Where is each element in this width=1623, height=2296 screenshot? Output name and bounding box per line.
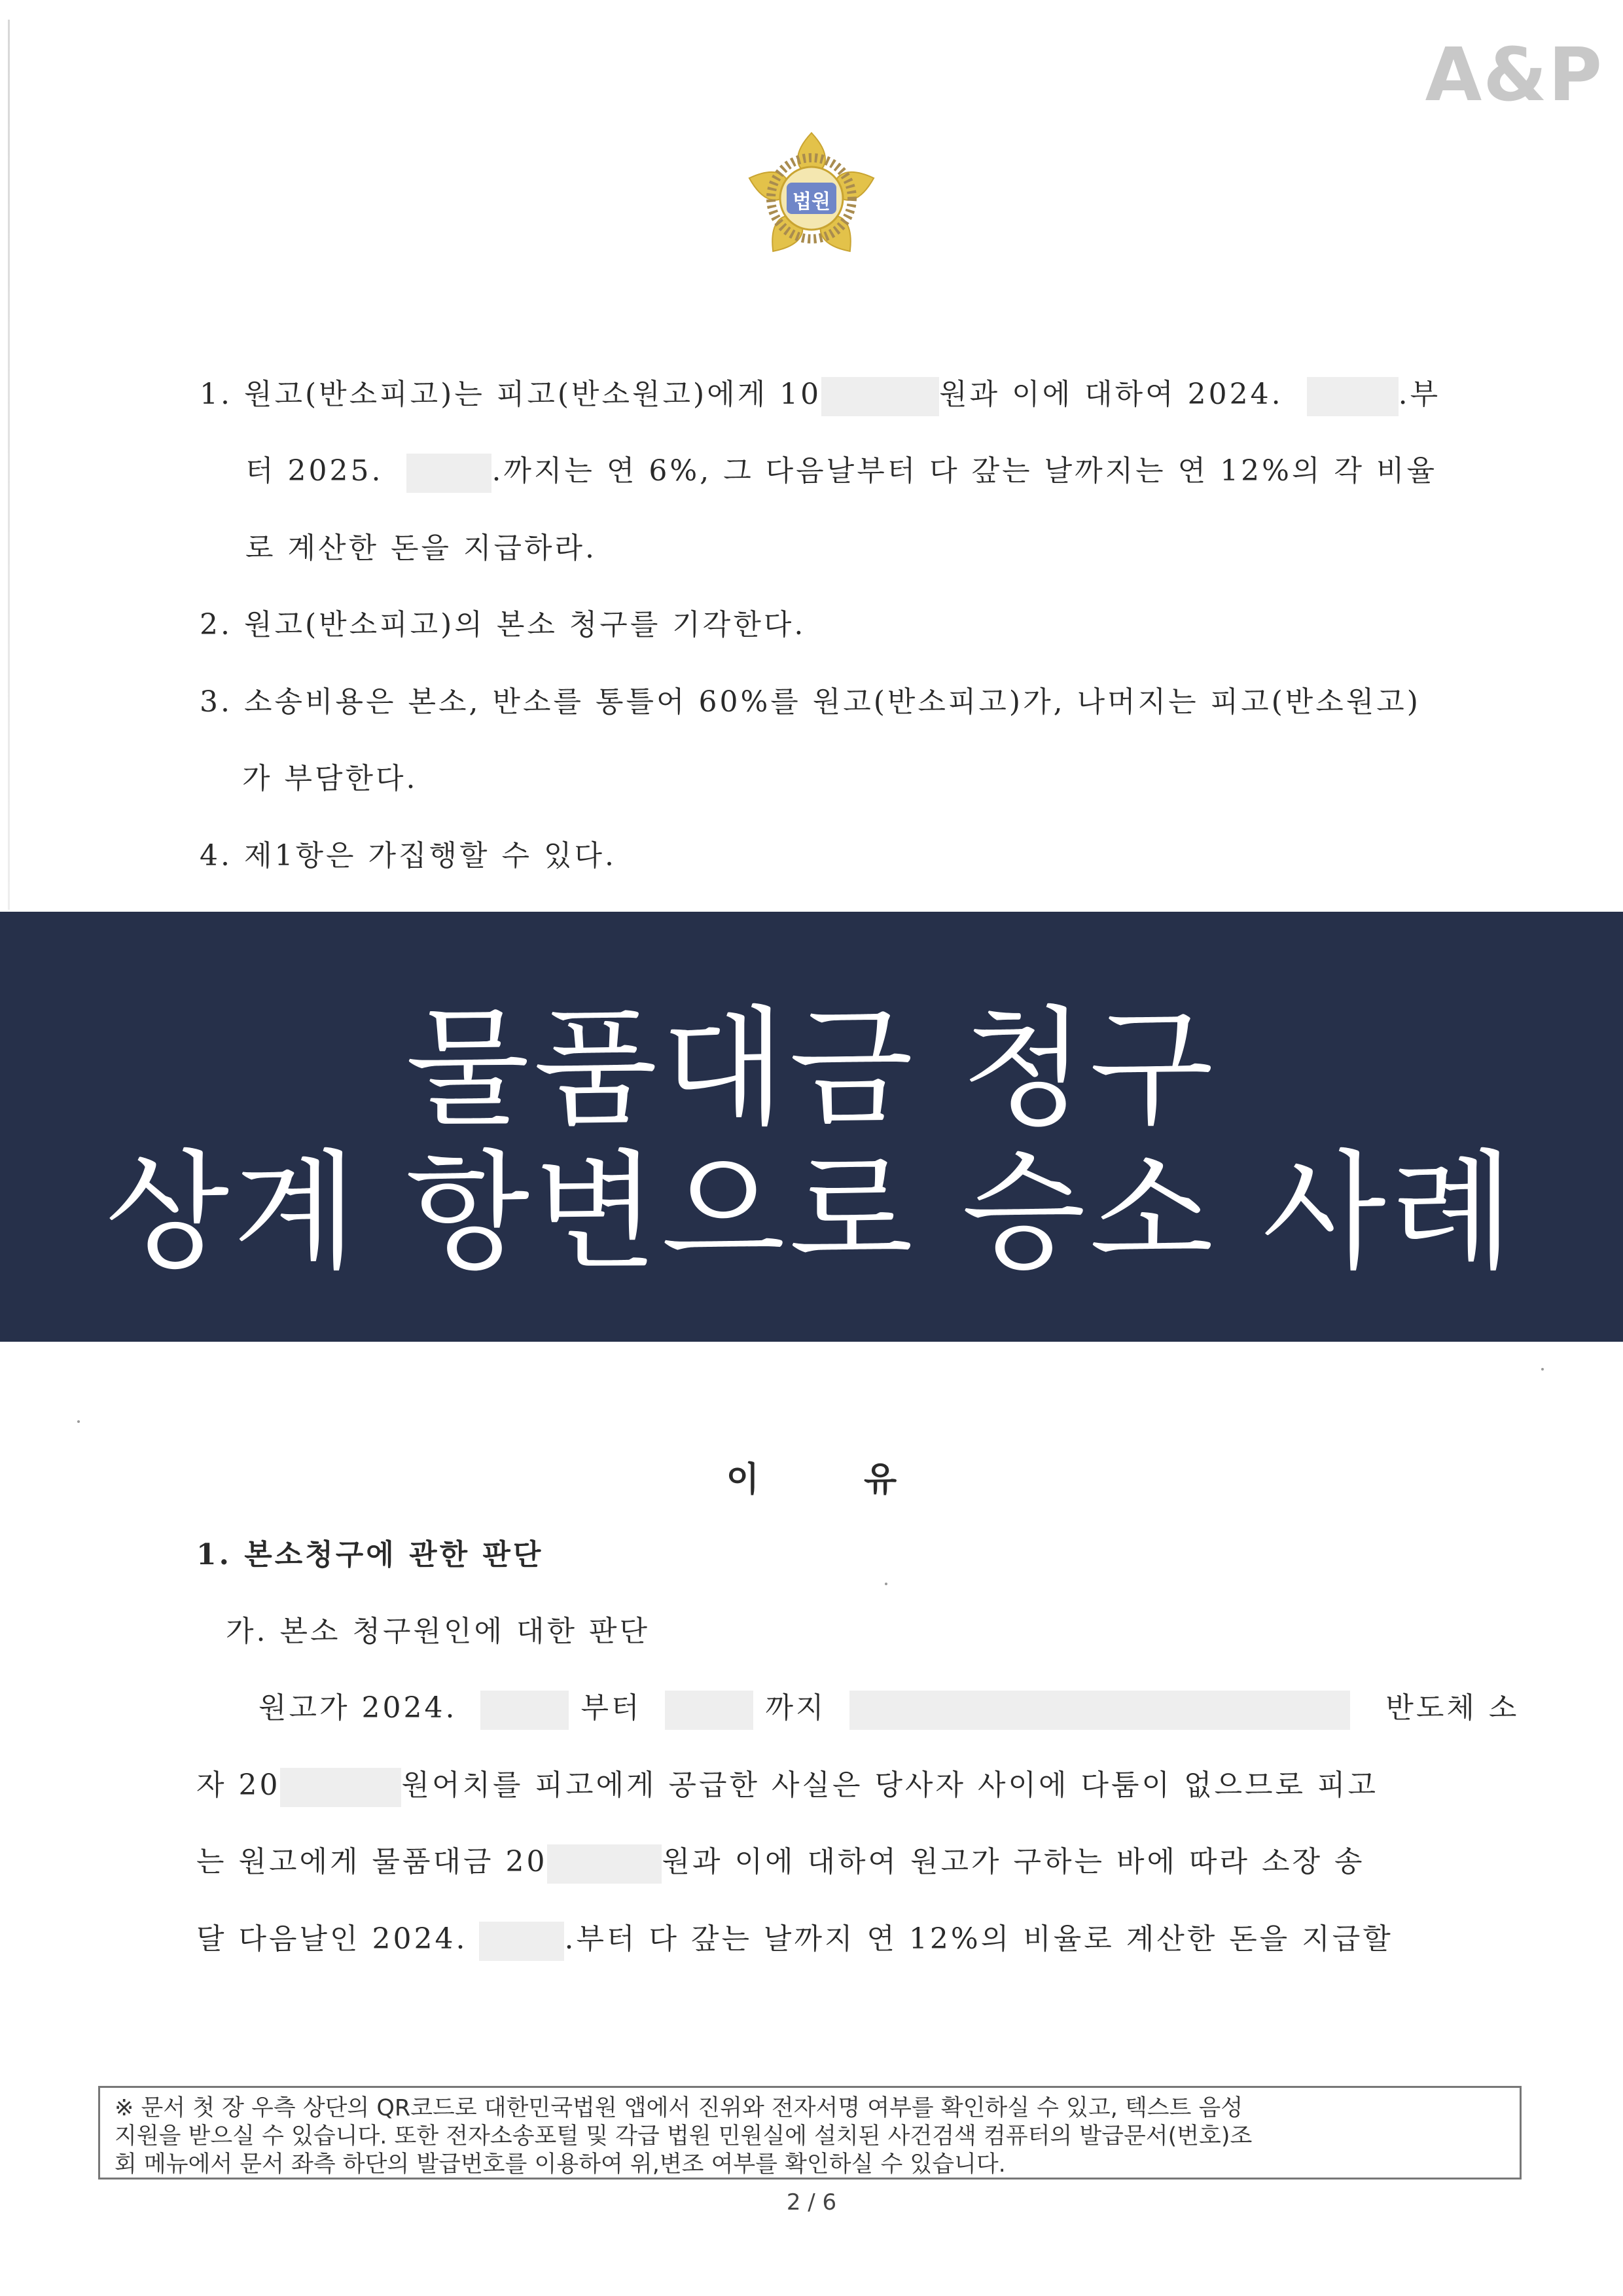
judgment-item3-line1: 3. 소송비용은 본소, 반소를 통틀어 60%를 원고(반소피고)가, 나머지는 피고(반소원고) <box>200 685 1421 719</box>
scan-speck <box>885 1583 887 1585</box>
reasons-text: 달 다음날인 2024. <box>196 1922 468 1956</box>
judgment-item1-line1 <box>200 376 1440 416</box>
scan-edge-line <box>8 20 10 910</box>
scan-speck <box>77 1420 80 1423</box>
title-banner <box>0 912 1623 1342</box>
reasons-text: .부터 다 갚는 날까지 연 12%의 비율로 계산한 돈을 지급할 <box>564 1922 1393 1956</box>
redaction-box <box>849 1691 1350 1730</box>
reasons-paragraph-line2 <box>196 1767 1378 1807</box>
notice-line2: 지원을 받으실 수 있습니다. 또한 전자소송포털 및 각급 법원 민원실에 설치된 사건검색 컴퓨터의 발급문서(번호)조 <box>115 2123 1253 2149</box>
redaction-box <box>665 1691 753 1730</box>
court-seal-emblem <box>740 128 883 268</box>
scan-speck <box>1541 1368 1544 1371</box>
reasons-paragraph-line4 <box>196 1921 1393 1961</box>
judgment-item1-line2 <box>245 453 1437 493</box>
seal-label: 법원 <box>793 190 830 213</box>
watermark-logo: A&P <box>1425 33 1603 118</box>
subsection-heading: 가. 본소 청구원인에 대한 판단 <box>226 1615 650 1648</box>
reasons-paragraph-line1 <box>259 1690 1519 1730</box>
judgment-item4: 4. 제1항은 가집행할 수 있다. <box>200 839 616 872</box>
reasons-paragraph-line3 <box>196 1844 1364 1884</box>
page-number: 2 / 6 <box>786 2189 837 2215</box>
judgment-item1-text-e: .까지는 연 6%, 그 다음날부터 다 갚는 날까지는 연 12%의 각 비율 <box>491 454 1437 488</box>
reasons-text: 는 원고에게 물품대금 20 <box>196 1845 548 1878</box>
notice-line1: ※ 문서 첫 장 우측 상단의 QR코드로 대한민국법원 앱에서 진위와 전자서명 여부를 확인하실 수 있고, 텍스트 음성 <box>115 2095 1243 2121</box>
judgment-item2: 2. 원고(반소피고)의 본소 청구를 기각한다. <box>200 608 806 641</box>
reasons-title: 이유 <box>726 1460 1002 1499</box>
reasons-text: 자 20 <box>196 1768 281 1802</box>
reasons-text: 원과 이에 대하여 원고가 구하는 바에 따라 소장 송 <box>662 1845 1365 1878</box>
judgment-item3-line2: 가 부담한다. <box>242 762 418 795</box>
redaction-box <box>406 454 491 493</box>
judgment-item1-text-c: .부 <box>1398 378 1441 411</box>
redaction-box <box>479 1922 564 1961</box>
redaction-box <box>547 1844 662 1884</box>
redaction-box <box>821 377 939 416</box>
reasons-text: 원어치를 피고에게 공급한 사실은 당사자 사이에 다툼이 없으므로 피고 <box>401 1768 1378 1802</box>
notice-line3: 회 메뉴에서 문서 좌측 하단의 발급번호를 이용하여 위,변조 여부를 확인하실 수 있습니다. <box>115 2151 1006 2178</box>
reasons-text: 반도체 소 <box>1385 1691 1520 1725</box>
judgment-item1-text-a: 1. 원고(반소피고)는 피고(반소원고)에게 10 <box>200 378 822 411</box>
redaction-box <box>1307 377 1399 416</box>
banner-title-line1: 물품대금 청구 <box>405 994 1218 1143</box>
banner-title-line2: 상계 항변으로 승소 사례 <box>105 1138 1518 1287</box>
section-heading: 1. 본소청구에 관한 판단 <box>196 1538 544 1571</box>
judgment-item1-text-d: 터 2025. <box>245 454 383 488</box>
verification-notice-box <box>98 2086 1522 2179</box>
reasons-text: 원고가 2024. <box>259 1691 457 1725</box>
redaction-box <box>480 1691 569 1730</box>
reasons-text: 까지 <box>765 1691 827 1725</box>
reasons-text: 부터 <box>580 1691 642 1725</box>
judgment-item1-text-b: 원과 이에 대하여 2024. <box>939 378 1283 411</box>
redaction-box <box>280 1768 401 1807</box>
judgment-item1-line3: 로 계산한 돈을 지급하라. <box>245 531 597 565</box>
